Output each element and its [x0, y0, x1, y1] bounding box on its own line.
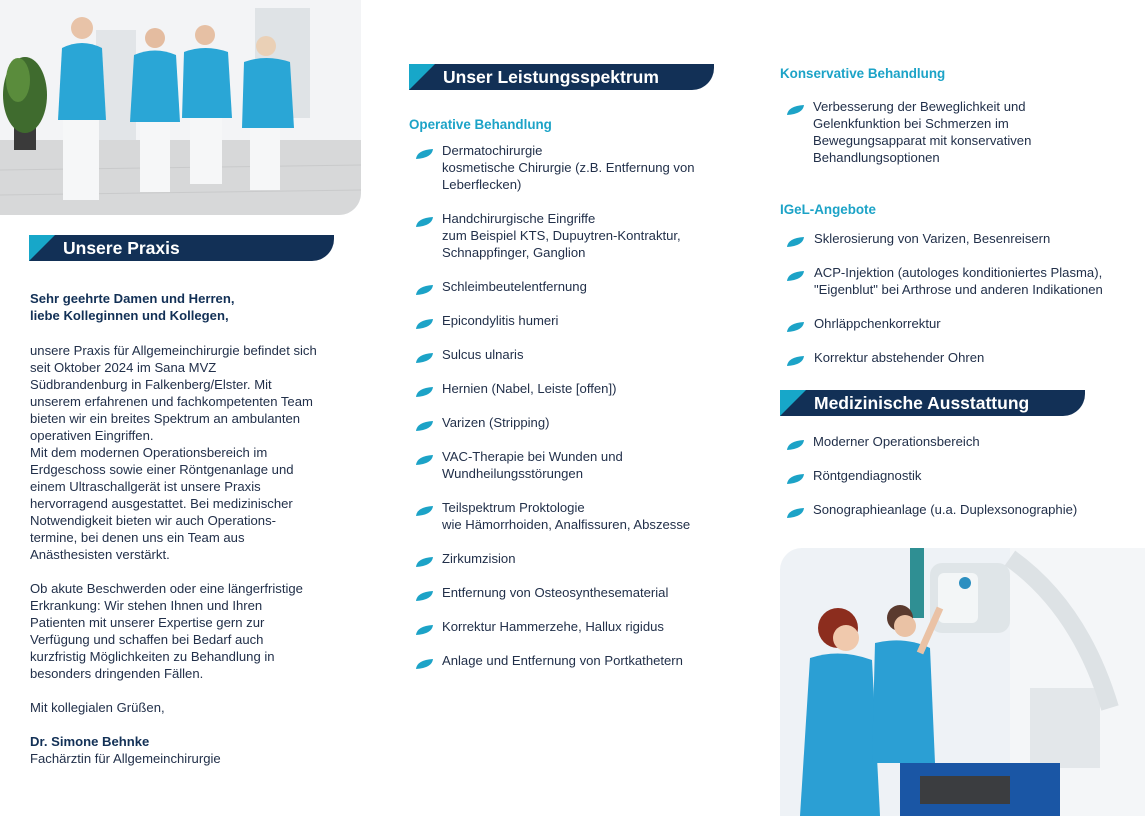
list-item-text: Bewegungsapparat mit konservativen: [813, 133, 1032, 148]
letter-closing: Mit kollegialen Grüßen,: [30, 700, 165, 715]
paragraph-line: einem Ultraschallgerät ist unsere Praxis: [30, 479, 261, 494]
xray-room-photo: [780, 548, 1145, 816]
paragraph-line: Verfügung und schaffen bei Bedarf auch: [30, 632, 264, 647]
greeting-line: liebe Kolleginnen und Kollegen,: [30, 308, 229, 323]
list-item-text: Anlage und Entfernung von Portkathetern: [442, 653, 683, 668]
paragraph-line: unsere Praxis für Allgemeinchirurgie befindet sich: [30, 343, 317, 358]
paragraph-line: Notwendigkeit bieten wir auch Operations-: [30, 513, 277, 528]
list-item-text: ACP-Injektion (autologes konditioniertes Plasma),: [814, 265, 1103, 280]
list-item-text: Entfernung von Osteosynthesematerial: [442, 585, 669, 600]
list-item-text: Zirkumzision: [442, 551, 516, 566]
list-item-text: Leberflecken): [442, 177, 522, 192]
list-item-text: Schnappfinger, Ganglion: [442, 245, 586, 260]
paragraph-line: Südbrandenburg in Falkenberg/Elster. Mit: [30, 377, 272, 392]
list-item-text: Hernien (Nabel, Leiste [offen]): [442, 381, 617, 396]
list-item-text: Verbesserung der Beweglichkeit und: [813, 99, 1026, 114]
list-item-text: Moderner Operationsbereich: [813, 434, 980, 449]
letter-signature: [30, 733, 221, 767]
list-item-text: Korrektur abstehender Ohren: [814, 350, 985, 365]
list-item-text: Epicondylitis humeri: [442, 313, 559, 328]
leaf-bullet-icon: [416, 656, 433, 673]
leaf-bullet-icon: [416, 588, 433, 605]
paragraph-line: Anästhesisten verstärkt.: [30, 547, 170, 562]
leaf-bullet-icon: [416, 418, 433, 435]
leaf-bullet-icon: [416, 554, 433, 571]
paragraph-line: seit Oktober 2024 im Sana MVZ: [30, 360, 217, 375]
list-item-text: Handchirurgische Eingriffe: [442, 211, 596, 226]
list-item-text: Sulcus ulnaris: [442, 347, 524, 362]
paragraph-line: bieten wir ein breites Spektrum an ambulanten: [30, 411, 301, 426]
list-item-text: "Eigenblut" bei Arthrose und anderen Indikationen: [814, 282, 1103, 297]
list-item-text: Dermatochirurgie: [442, 143, 543, 158]
list-item-text: Ohrläppchenkorrektur: [814, 316, 941, 331]
leaf-bullet-icon: [787, 437, 804, 454]
paragraph-line: hervorragend ausgestattet. Bei medizinischer: [30, 496, 293, 511]
paragraph-line: termine, bei denen uns ein Team aus: [30, 530, 245, 545]
leaf-bullet-icon: [787, 102, 804, 119]
leaf-bullet-icon: [787, 353, 804, 370]
leaf-bullet-icon: [416, 214, 433, 231]
list-item-text: zum Beispiel KTS, Dupuytren-Kontraktur,: [442, 228, 681, 243]
leaf-bullet-icon: [416, 503, 433, 520]
letter-paragraph-1: [30, 342, 317, 563]
list-item-text: Teilspektrum Proktologie: [442, 500, 585, 515]
list-item-text: kosmetische Chirurgie (z.B. Entfernung von: [442, 160, 695, 175]
paragraph-line: unserem erfahrenen und fachkompetenten Team: [30, 394, 313, 409]
leaf-bullet-icon: [416, 622, 433, 639]
leaf-bullet-icon: [787, 268, 804, 285]
leaf-bullet-icon: [416, 452, 433, 469]
section-banner-praxis: [29, 235, 334, 261]
paragraph-line: kurzfristig Möglichkeiten zu Behandlung in: [30, 649, 275, 664]
subhead-igel: IGeL-Angebote: [780, 202, 876, 217]
greeting-line: Sehr geehrte Damen und Herren,: [30, 291, 235, 306]
paragraph-line: besonders dringenden Fällen.: [30, 666, 204, 681]
leaf-bullet-icon: [416, 384, 433, 401]
paragraph-line: Mit dem modernen Operationsbereich im: [30, 445, 268, 460]
paragraph-line: Erkrankung: Wir stehen Ihnen und Ihren: [30, 598, 263, 613]
list-item-text: wie Hämorrhoiden, Analfissuren, Abszesse: [442, 517, 691, 532]
section-banner-leistung: [409, 64, 714, 90]
team-photo: [0, 0, 361, 215]
leaf-bullet-icon: [416, 282, 433, 299]
list-item-text: Sonographieanlage (u.a. Duplexsonographie): [813, 502, 1078, 517]
paragraph-line: Patienten mit unserer Expertise gern zur: [30, 615, 265, 630]
list-item-text: Gelenkfunktion bei Schmerzen im: [813, 116, 1009, 131]
signature-name: Dr. Simone Behnke: [30, 734, 150, 749]
leaf-bullet-icon: [787, 234, 804, 251]
letter-greeting: [30, 290, 234, 324]
leaf-bullet-icon: [416, 146, 433, 163]
section-title-leistung: Unser Leistungsspektrum: [443, 67, 659, 87]
leaf-bullet-icon: [787, 471, 804, 488]
paragraph-line: operativen Eingriffen.: [30, 428, 154, 443]
letter-paragraph-2: [30, 580, 303, 682]
list-item-text: Behandlungsoptionen: [813, 150, 940, 165]
list-item-text: VAC-Therapie bei Wunden und: [442, 449, 623, 464]
leaf-bullet-icon: [787, 319, 804, 336]
section-title-praxis: Unsere Praxis: [63, 238, 180, 258]
list-item-text: Wundheilungsstörungen: [442, 466, 583, 481]
leaf-bullet-icon: [416, 350, 433, 367]
signature-title: Fachärztin für Allgemeinchirurgie: [30, 751, 221, 766]
leaf-bullet-icon: [787, 505, 804, 522]
paragraph-line: Erdgeschoss sowie einer Röntgenanlage und: [30, 462, 294, 477]
subhead-konservativ: Konservative Behandlung: [780, 66, 946, 81]
subhead-operative: Operative Behandlung: [409, 117, 552, 132]
section-title-ausstattung: Medizinische Ausstattung: [814, 393, 1030, 413]
list-item-text: Korrektur Hammerzehe, Hallux rigidus: [442, 619, 664, 634]
list-item-text: Röntgendiagnostik: [813, 468, 922, 483]
paragraph-line: Ob akute Beschwerden oder eine längerfristige: [30, 581, 303, 596]
list-item-text: Varizen (Stripping): [442, 415, 550, 430]
list-item-text: Schleimbeutelentfernung: [442, 279, 587, 294]
leaf-bullet-icon: [416, 316, 433, 333]
section-banner-ausstattung: [780, 390, 1085, 416]
list-item-text: Sklerosierung von Varizen, Besenreisern: [814, 231, 1051, 246]
